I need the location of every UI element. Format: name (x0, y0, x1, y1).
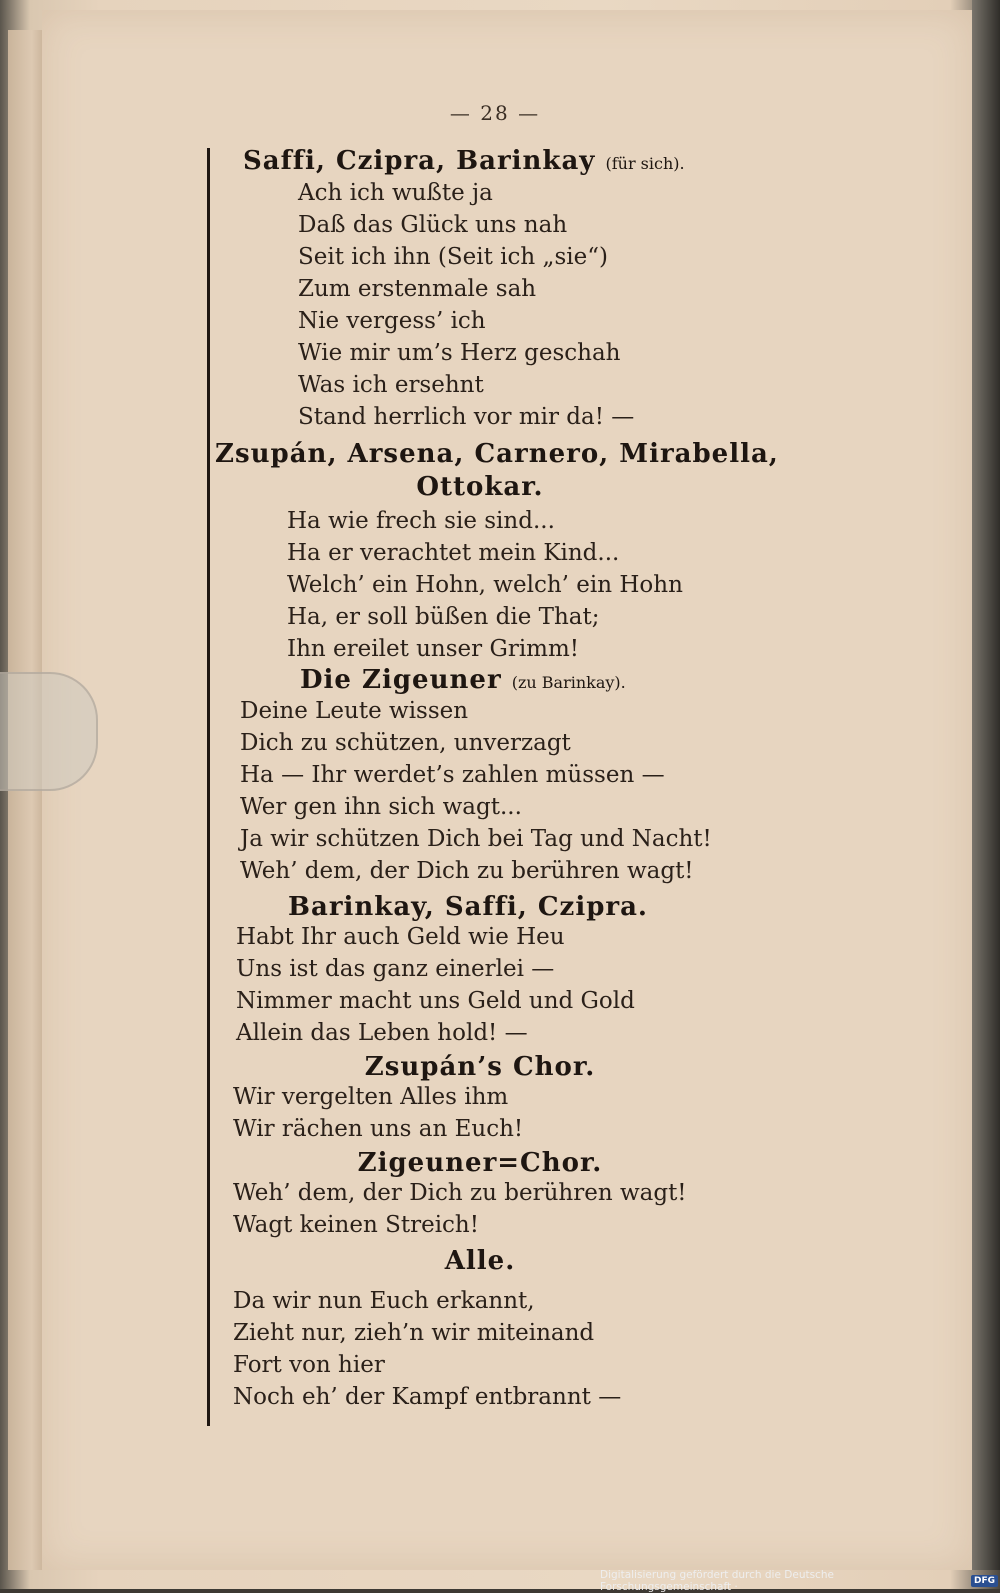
verse-line: Daß das Glück uns nah (298, 212, 568, 238)
speaker-name: Zsupán, Arsena, Carnero, Mirabella, (215, 439, 779, 469)
verse-line: Wir rächen uns an Euch! (233, 1116, 524, 1142)
verse-line: Dich zu schützen, unverzagt (240, 730, 571, 756)
speaker-name-continued: Ottokar. (416, 472, 544, 502)
verse-line: Zum erstenmale sah (298, 276, 537, 302)
page-clip (0, 672, 98, 791)
stage-direction: (für sich). (605, 154, 685, 173)
page-stack-edge (8, 30, 43, 1570)
verse-line: Uns ist das ganz einerlei — (236, 956, 555, 982)
digitization-footer (600, 1568, 998, 1593)
verse-line: Ha er verachtet mein Kind... (287, 540, 620, 566)
verse-line: Habt Ihr auch Geld wie Heu (236, 924, 565, 950)
verse-line: Wer gen ihn sich wagt... (240, 794, 522, 820)
verse-line: Weh’ dem, der Dich zu berühren wagt! (240, 858, 694, 884)
verse-line: Ach ich wußte ja (298, 180, 493, 206)
verse-line: Deine Leute wissen (240, 698, 469, 724)
speaker-name: Saffi, Czipra, Barinkay (243, 146, 596, 176)
verse-line: Wie mir um’s Herz geschah (298, 340, 621, 366)
page-number: — 28 — (449, 101, 541, 125)
verse-line: Da wir nun Euch erkannt, (233, 1288, 535, 1314)
verse-line: Stand herrlich vor mir da! — (298, 404, 635, 430)
vertical-rule (207, 148, 210, 1426)
footer-text: Digitalisierung gefördert durch die Deutsche Forschungsgemeinschaft · (600, 1568, 834, 1593)
verse-line: Zieht nur, zieh’n wir miteinand (233, 1320, 595, 1346)
verse-line: Welch’ ein Hohn, welch’ ein Hohn (287, 572, 683, 598)
verse-line: Ja wir schützen Dich bei Tag und Nacht! (240, 826, 712, 852)
verse-line: Wir vergelten Alles ihm (233, 1084, 509, 1110)
speaker-heading (243, 148, 685, 174)
stage-direction: (zu Barinkay). (511, 673, 626, 692)
verse-line: Allein das Leben hold! — (236, 1020, 528, 1046)
speaker-name: Die Zigeuner (300, 665, 502, 695)
verse-line: Nie vergess’ ich (298, 308, 486, 334)
verse-line: Weh’ dem, der Dich zu berühren wagt! (233, 1180, 687, 1206)
verse-line: Ha — Ihr werdet’s zahlen müssen — (240, 762, 665, 788)
speaker-name: Barinkay, Saffi, Czipra. (288, 892, 648, 922)
dfg-logo: DFG (971, 1575, 998, 1587)
speaker-name: Zsupán’s Chor. (364, 1052, 596, 1082)
verse-line: Noch eh’ der Kampf entbrannt — (233, 1384, 622, 1410)
verse-line: Ha, er soll büßen die That; (287, 604, 600, 630)
verse-line: Ha wie frech sie sind... (287, 508, 555, 534)
speaker-name: Zigeuner=Chor. (357, 1148, 603, 1178)
verse-line: Ihn ereilet unser Grimm! (287, 636, 580, 662)
speaker-name: Alle. (444, 1246, 516, 1276)
book-spine-edge (972, 0, 1000, 1570)
verse-line: Fort von hier (233, 1352, 385, 1378)
verse-line: Wagt keinen Streich! (233, 1212, 479, 1238)
verse-line: Was ich ersehnt (298, 372, 484, 398)
speaker-heading (300, 667, 626, 693)
verse-line: Seit ich ihn (Seit ich „sie“) (298, 244, 608, 270)
verse-line: Nimmer macht uns Geld und Gold (236, 988, 635, 1014)
